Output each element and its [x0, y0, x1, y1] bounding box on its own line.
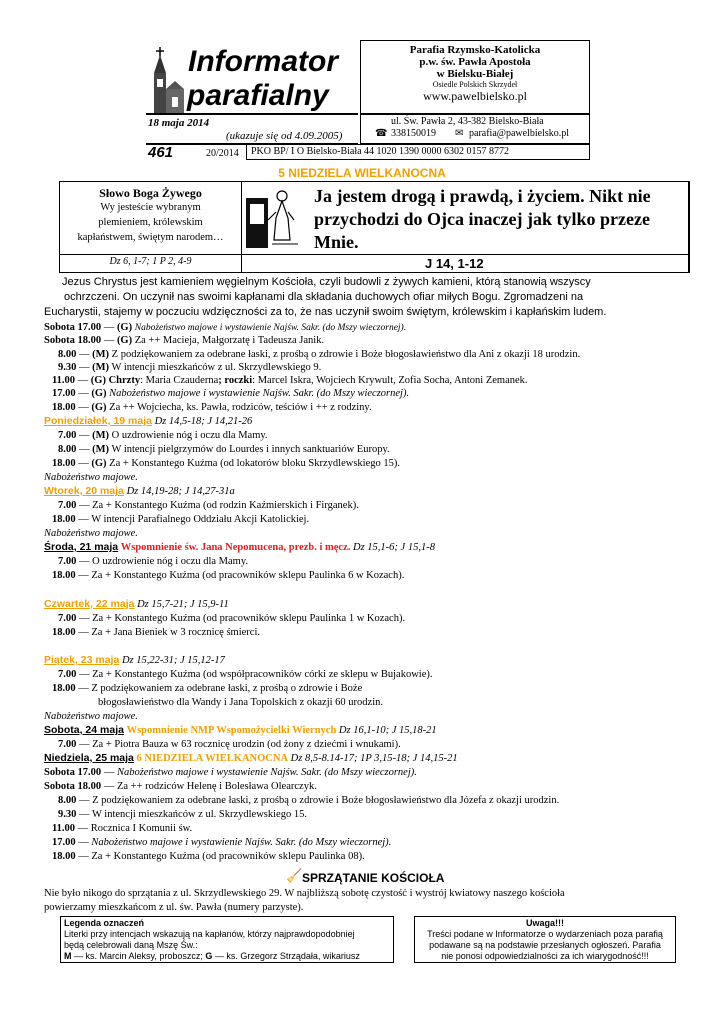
schedule-fri-7: 7.00 — Za + Konstantego Kuźma (od współpracowników córki ze sklepu w Bujakowie).: [58, 669, 433, 680]
sunday-banner: 5 NIEDZIELA WIELKANOCNA: [278, 166, 446, 180]
schedule-mon-note: Nabożeństwo majowe.: [44, 472, 138, 483]
note-box: [414, 916, 676, 963]
schedule-sun-8: 8.00 — (M) Z podziękowaniem za odebrane łaski, z prośbą o zdrowie i Boże błogosławieństwo dla Ani z okazji 18 urodzin.: [58, 349, 581, 360]
parish-estate: Osiedle Polskich Skrzydeł: [432, 80, 518, 89]
word-title: Słowo Boga Żywego: [99, 186, 202, 200]
bank-account: PKO BP/ I O Bielsko-Biała 44 1020 1390 0000 6302 0157 8772: [251, 146, 510, 157]
title-underline: [146, 113, 358, 115]
day-wednesday: Środa, 21 maja Wspomnienie św. Jana Nepomucena, prezb. i męcz. Dz 15,1-6; J 15,1-8: [44, 541, 435, 553]
word-text-2: plemieniem, królewskim: [98, 217, 203, 228]
word-text-1: Wy jesteście wybranym: [100, 202, 201, 213]
parish-address: ul. Św. Pawła 2, 43-382 Bielsko-Biała: [391, 116, 544, 127]
schedule-sat17: Sobota 17.00 — (G) Nabożeństwo majowe i wystawienie Najśw. Sakr. (do Mszy wieczornej).: [44, 322, 407, 333]
phone-icon: ☎: [375, 128, 388, 139]
issue-since: (ukazuje się od 4.09.2005): [226, 130, 343, 142]
intro-line-1: Jezus Chrystus jest kamieniem węgielnym Kościoła, czyli budowli z żywych kamieni, którą stanowią wszyscy: [62, 276, 591, 288]
schedule-fri-18-cont: błogosławieństwo dla Wandy i Jana Topolskich z okazji 60 urodzin.: [98, 697, 383, 708]
schedule-sun-930: 9.30 — (M) W intencji mieszkańców z ul. Skrzydlewskiego 9.: [58, 362, 322, 373]
parish-box: [360, 40, 590, 114]
note-line-3: nie ponosi odpowiedzialności za ich wiarygodność!!!: [441, 951, 649, 961]
issue-of: 20/2014: [206, 148, 239, 159]
schedule-tue-note: Nabożeństwo majowe.: [44, 528, 138, 539]
day-sunday: Niedziela, 25 maja 6 NIEDZIELA WIELKANOCNA Dz 8,5-8.14-17; 1P 3,15-18; J 14,15-21: [44, 752, 458, 764]
parish-name: Parafia Rzymsko-Katolicka: [409, 44, 541, 56]
schedule-sun-18: 18.00 — (G) Za ++ Wojciecha, ks. Pawła, rodziców, teściów i ++ z rodziny.: [52, 402, 372, 413]
title-line1: Informator: [188, 45, 338, 78]
legend-line-2: będą celebrowali daną Mszę Św.:: [64, 940, 198, 950]
jesus-image: [244, 184, 300, 250]
note-title: Uwaga!!!: [526, 918, 564, 928]
schedule-sat-7: 7.00 — Za + Piotra Bauza w 63 rocznicę urodzin (od żony z dziećmi i wnukami).: [58, 739, 401, 750]
intro-line-2: ochrzczeni. On uczynił nas swoimi kapłanami dla składania duchowych ofiar miłych Bogu. Zgromadzeni na: [64, 291, 584, 303]
schedule-next-sun-930: 9.30 — W intencji mieszkańców z ul. Skrzydlewskiego 15.: [58, 809, 307, 820]
schedule-next-sun-8: 8.00 — Z podziękowaniem za odebrane łaski, z prośbą o zdrowie i Boże błogosławieństwo dla Józefa z okazji urodzin.: [58, 795, 560, 806]
church-logo: [146, 45, 186, 117]
schedule-wed-18: 18.00 — Za + Konstantego Kuźma (od pracowników sklepu Paulinka 6 w Kozach).: [52, 570, 405, 581]
note-line-1: Treści podane w Informatorze o wydarzeniach poza parafią: [427, 929, 663, 939]
parish-website[interactable]: www.pawelbielsko.pl: [423, 89, 527, 103]
day-saturday: Sobota, 24 maja Wspomnienie NMP Wspomożycielki Wiernych Dz 16,1-10; J 15,18-21: [44, 724, 437, 736]
gospel-quote-1: Ja jestem drogą i prawdą, i życiem. Nikt nie: [314, 186, 651, 206]
schedule-thu-18: 18.00 — Za + Jana Bieniek w 3 rocznicę śmierci.: [52, 627, 260, 638]
contact-box: [360, 114, 590, 144]
schedule-tue-18: 18.00 — W intencji Parafialnego Oddziału Akcji Katolickiej.: [52, 514, 310, 525]
intro-line-3: Eucharystii, stajemy w poczuciu wdzięczności za to, że nas uczynił swoim świętym, królewskim i kapłańskim ludem.: [44, 306, 607, 318]
cleaning-line-1: Nie było nikogo do sprzątania z ul. Skrzydlewskiego 29. W najbliższą sobotę czystość i wystrój kwiatowy naszego kościoła: [44, 888, 565, 899]
schedule-mon-8: 8.00 — (M) W intencji pielgrzymów do Lourdes i innych sanktuariów Europy.: [58, 444, 390, 455]
email-icon: ✉: [455, 128, 464, 139]
legend-title: Legenda oznaczeń: [64, 918, 145, 928]
legend-line-3: M — ks. Marcin Aleksy, proboszcz; G — ks. Grzegorz Strządała, wikariusz: [64, 951, 360, 961]
word-refs: Dz 6, 1-7; 1 P 2, 4-9: [109, 256, 192, 267]
schedule-tue-7: 7.00 — Za + Konstantego Kuźma (od rodzin Kaźmierskich i Firganek).: [58, 500, 359, 511]
gospel-quote-3: Mnie.: [314, 232, 359, 252]
day-monday: Poniedziałek, 19 maja Dz 14,5-18; J 14,21-26: [44, 415, 253, 427]
schedule-wed-7: 7.00 — O uzdrowienie nóg i oczu dla Mamy.: [58, 556, 249, 567]
schedule-mon-7: 7.00 — (M) O uzdrowienie nóg i oczu dla Mamy.: [58, 430, 268, 441]
cleaning-icon: 🧹: [286, 868, 303, 883]
schedule-next-sun-11: 11.00 — Rocznica I Komunii św.: [52, 823, 193, 834]
day-tuesday: Wtorek, 20 maja Dz 14,19-28; J 14,27-31a: [44, 485, 235, 497]
schedule-mon-18: 18.00 — (G) Za + Konstantego Kuźma (od lokatorów bloku Skrzydlewskiego 15).: [52, 458, 400, 469]
cleaning-line-2: powierzamy mieszkańcom z ul. św. Pawła (numery parzyste).: [44, 902, 304, 913]
schedule-thu-7: 7.00 — Za + Konstantego Kuźma (od pracowników sklepu Paulinka 1 w Kozach).: [58, 613, 406, 624]
bank-box: [246, 144, 590, 160]
parish-email[interactable]: parafia@pawelbielsko.pl: [469, 128, 570, 139]
schedule-sun-11: 11.00 — (G) Chrzty: Maria Czauderna; roczki: Marcel Iskra, Wojciech Krywult, Zofia Socha, Antoni Zemanek.: [52, 375, 528, 386]
parish-patron: p.w. św. Pawła Apostoła: [419, 56, 531, 68]
note-line-2: podawane są na podstawie przesłanych ogłoszeń. Parafia: [429, 940, 661, 950]
legend-box: [60, 916, 394, 963]
schedule-fri-note: Nabożeństwo majowe.: [44, 711, 138, 722]
title-line2: parafialny: [187, 79, 329, 112]
issue-date: 18 maja 2014: [148, 117, 210, 129]
schedule-next-sat17: Sobota 17.00 — Nabożeństwo majowe i wystawienie Najśw. Sakr. (do Mszy wieczornej).: [44, 767, 417, 778]
gospel-quote-2: przychodzi do Ojca inaczej jak tylko przeze: [314, 209, 650, 229]
schedule-next-sat18: Sobota 18.00 — Za ++ rodziców Helenę i Bolesława Olearczyk.: [44, 781, 317, 792]
legend-line-1: Literki przy intencjach wskazują na kapłanów, którzy najprawdopodobniej: [64, 929, 355, 939]
gospel-ref: J 14, 1-12: [425, 256, 484, 271]
schedule-sun-17: 17.00 — (G) Nabożeństwo majowe i wystawienie Najśw. Sakr. (do Mszy wieczornej).: [52, 388, 410, 399]
schedule-next-sun-17: 17.00 — Nabożeństwo majowe i wystawienie Najśw. Sakr. (do Mszy wieczornej).: [52, 837, 392, 848]
schedule-sat18: Sobota 18.00 — (G) Za ++ Macieja, Małgorzatę i Tadeusza Janik.: [44, 335, 325, 346]
parish-city: w Bielsku-Białej: [436, 68, 514, 80]
cleaning-title: SPRZĄTANIE KOŚCIOŁA: [302, 871, 445, 885]
parish-phone: 338150019: [391, 128, 436, 139]
day-friday: Piątek, 23 maja Dz 15,22-31; J 15,12-17: [44, 654, 225, 666]
schedule-next-sun-18: 18.00 — Za + Konstantego Kuźma (od pracowników sklepu Paulinka 08).: [52, 851, 365, 862]
day-thursday: Czwartek, 22 maja Dz 15,7-21; J 15,9-11: [44, 598, 229, 610]
schedule-fri-18: 18.00 — Z podziękowaniem za odebrane łaski, z prośbą o zdrowie i Boże: [52, 683, 363, 694]
issue-number: 461: [148, 144, 174, 161]
word-text-3: kapłaństwem, świętym narodem…: [77, 232, 224, 243]
